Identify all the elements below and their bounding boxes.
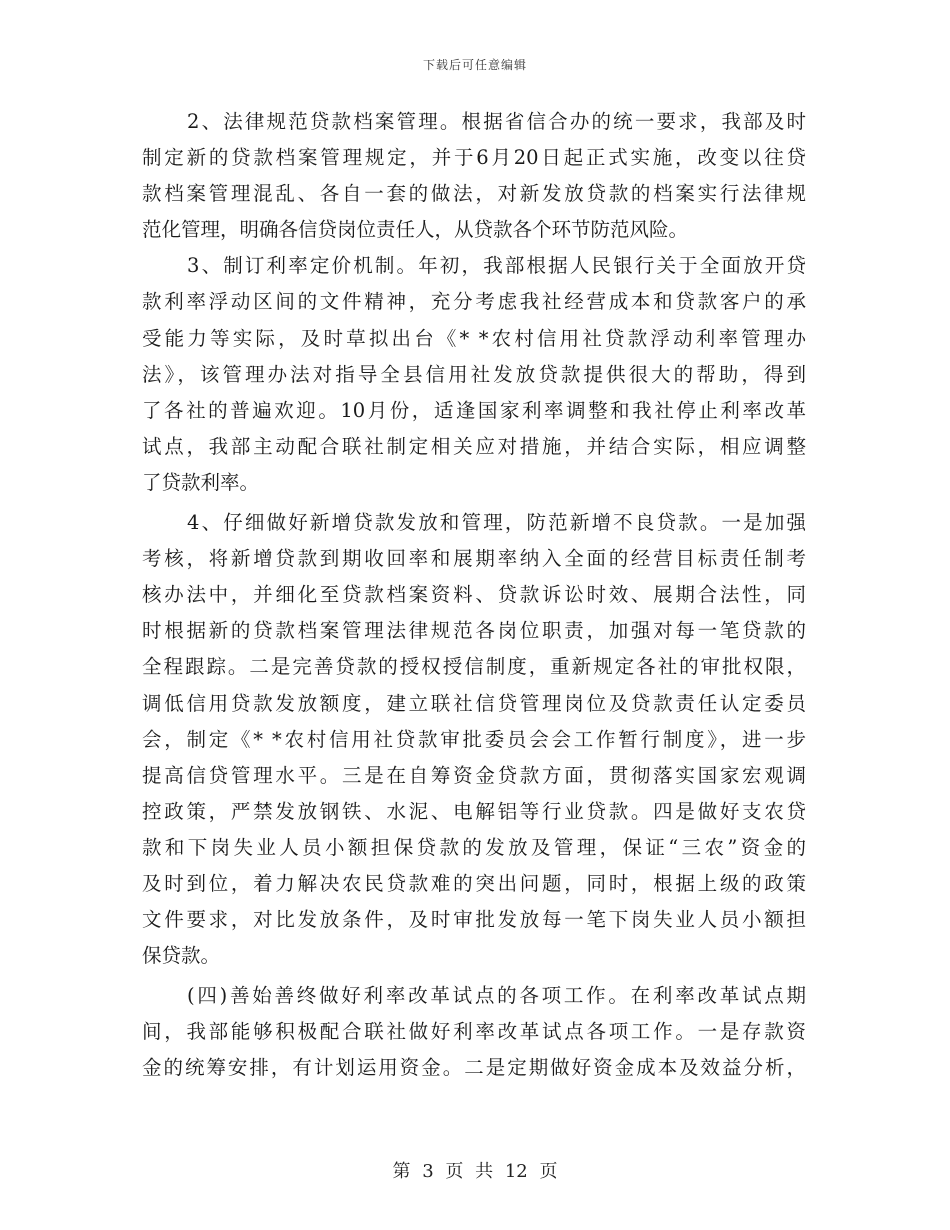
text-line: 控政策，严禁发放钢铁、水泥、电解铝等行业贷款。四是做好支农贷 xyxy=(142,799,806,823)
paragraph-rate-reform xyxy=(142,978,806,1086)
text-line: 2、法律规范贷款档案管理。根据省信合办的统一要求，我部及时 xyxy=(187,110,806,133)
text-line: 受能力等实际，及时草拟出台《* *农村信用社贷款浮动利率管理办 xyxy=(142,326,806,350)
document-body xyxy=(142,104,806,1087)
text-line: (四)善始善终做好利率改革试点的各项工作。在利率改革试点期 xyxy=(187,984,806,1008)
text-line: 试点，我部主动配合联社制定相关应对措施，并结合实际，相应调整 xyxy=(142,434,806,458)
text-line: 保贷款。 xyxy=(142,944,221,968)
text-line: 全程跟踪。二是完善贷款的授权授信制度，重新规定各社的审批权限， xyxy=(142,655,806,679)
text-line: 3、制订利率定价机制。年初，我部根据人民银行关于全面放开贷 xyxy=(187,254,806,278)
text-line: 文件要求，对比发放条件，及时审批发放每一笔下岗失业人员小额担 xyxy=(142,908,806,932)
text-line: 款档案管理混乱、各自一套的做法，对新发放贷款的档案实行法律规 xyxy=(142,182,806,206)
text-line: 金的统筹安排，有计划运用资金。二是定期做好资金成本及效益分析， xyxy=(142,1056,806,1080)
paragraph-new-loans xyxy=(142,505,806,974)
text-line: 调低信用贷款发放额度，建立联社信贷管理岗位及贷款责任认定委员 xyxy=(142,691,806,715)
paragraph-interest-rate xyxy=(142,248,806,501)
text-line: 间，我部能够积极配合联社做好利率改革试点各项工作。一是存款资 xyxy=(142,1020,806,1044)
text-line: 核办法中，并细化至贷款档案资料、贷款诉讼时效、展期合法性，同 xyxy=(142,583,806,607)
text-line: 提高信贷管理水平。三是在自筹资金贷款方面，贯彻落实国家宏观调 xyxy=(142,763,806,787)
text-line: 考核，将新增贷款到期收回率和展期率纳入全面的经营目标责任制考 xyxy=(142,547,806,571)
text-line: 法》，该管理办法对指导全县信用社发放贷款提供很大的帮助，得到 xyxy=(142,362,806,386)
page-header: 下载后可任意编辑 xyxy=(422,58,527,72)
text-line: 款利率浮动区间的文件精神，充分考虑我社经营成本和贷款客户的承 xyxy=(142,290,806,314)
text-line: 款和下岗失业人员小额担保贷款的发放及管理，保证“三农”资金的 xyxy=(142,835,806,859)
text-line: 时根据新的贷款档案管理法律规范各岗位职责，加强对每一笔贷款的 xyxy=(142,619,806,643)
paragraph-legal-archive xyxy=(142,104,806,248)
text-line: 了贷款利率。 xyxy=(142,470,260,494)
text-line: 范化管理，明确各信贷岗位责任人，从贷款各个环节防范风险。 xyxy=(142,218,689,242)
page-number-footer: 第 3 页 共 12 页 xyxy=(392,1161,558,1182)
text-line: 了各社的普遍欢迎。10月份，适逢国家利率调整和我社停止利率改革 xyxy=(142,398,806,422)
text-line: 4、仔细做好新增贷款发放和管理，防范新增不良贷款。一是加强 xyxy=(187,511,806,535)
text-line: 及时到位，着力解决农民贷款难的突出问题，同时，根据上级的政策 xyxy=(142,871,806,895)
text-line: 制定新的贷款档案管理规定，并于6月20日起正式实施，改变以往贷 xyxy=(142,146,806,170)
text-line: 会，制定《* *农村信用社贷款审批委员会会工作暂行制度》，进一步 xyxy=(142,727,806,751)
